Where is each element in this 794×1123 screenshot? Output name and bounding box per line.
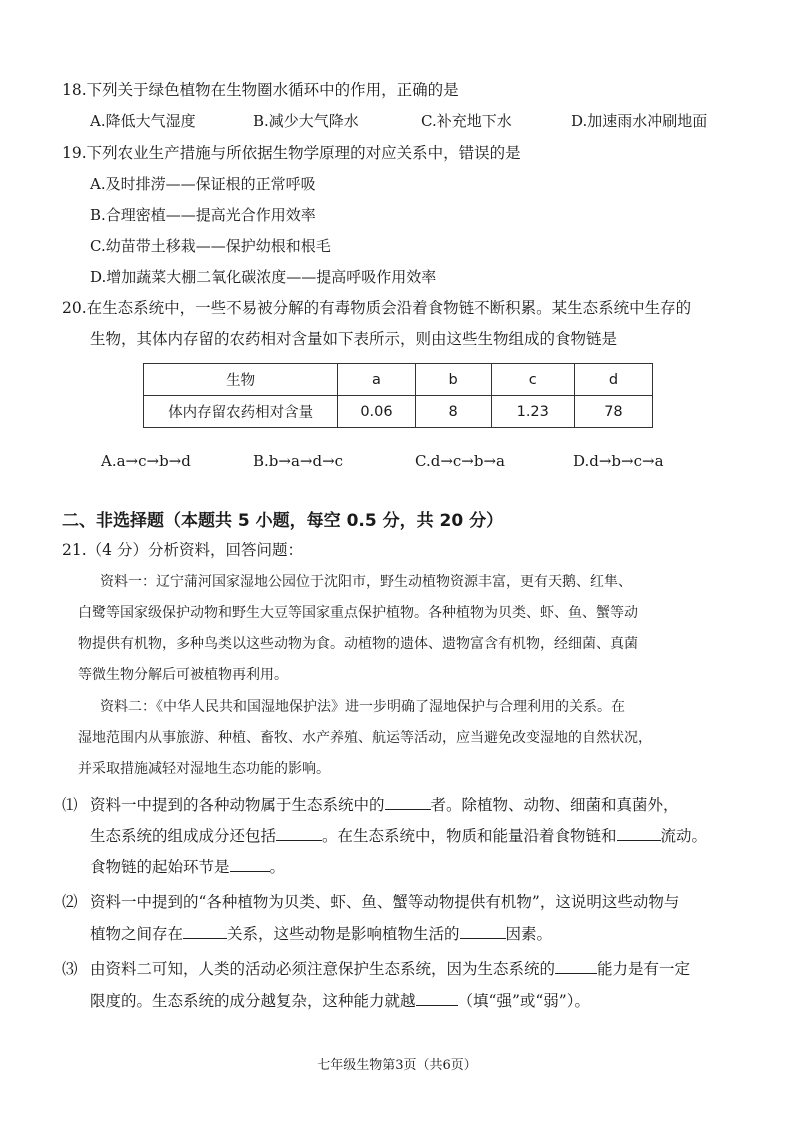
answer-blank[interactable] [555,959,597,974]
sub3-text: 限度的。生态系统的成分越复杂，这种能力就越 [90,992,416,1010]
table-cell: 1.23 [491,396,574,428]
material1-line: 白鹭等国家级保护动物和野生大豆等国家重点保护植物。各种植物为贝类、虾、鱼、蟹等动 [78,605,638,621]
sub3-line1 [90,959,690,979]
q19-option-d: D.增加蔬菜大棚二氧化碳浓度——提高呼吸作用效率 [90,268,437,286]
table-cell: 体内存留农药相对含量 [144,396,338,428]
q20-option-c: C.d→c→b→a [415,452,505,470]
q18-option-c: C.补充地下水 [421,112,512,130]
answer-blank[interactable] [385,795,431,810]
sub1-text: 食物链的起始环节是 [90,858,230,876]
sub3-text: 能力是有一定 [597,960,691,978]
sub3-line2 [90,991,590,1011]
answer-blank[interactable] [617,826,661,841]
answer-blank[interactable] [460,924,506,939]
table-cell: b [415,364,491,396]
material1-line: 资料一：辽宁蒲河国家湿地公园位于沈阳市，野生动植物资源丰富，更有天鹅、红隼、 [100,574,632,590]
sub1-text: 资料一中提到的各种动物属于生态系统中的 [90,796,385,814]
q19-option-a: A.及时排涝——保证根的正常呼吸 [90,175,316,193]
q21-stem: 21.（4 分）分析资料，回答问题： [62,541,303,559]
page-footer: 七年级生物第3页（共6页） [317,1058,477,1073]
q18-option-a: A.降低大气湿度 [90,112,196,130]
q20-option-a: A.a→c→b→d [101,452,191,470]
sub1-text: 。在生态系统中，物质和能量沿着食物链和 [322,827,617,845]
material1-line: 等微生物分解后可被植物再利用。 [78,667,288,683]
sub3-text: （填“强”或“弱”）。 [457,992,590,1010]
q20-stem-line1: 20.在生态系统中，一些不易被分解的有毒物质会沿着食物链不断积累。某生态系统中生存的 [62,299,692,317]
sub1-text: 。 [269,858,286,876]
sub3-number: ⑶ [62,960,78,978]
sub3-text: 由资料二可知，人类的活动必须注意保护生态系统，因为生态系统的 [90,960,556,978]
material2-line: 并采取措施减轻对湿地生态功能的影响。 [78,761,330,777]
sub2-line2 [90,924,552,944]
table-row [144,396,653,428]
sub1-number: ⑴ [62,796,78,814]
sub2-text: 关系，这些动物是影响植物生活的 [227,925,460,943]
q18-option-b: B.减少大气降水 [253,112,359,130]
material1-line: 物提供有机物，多种鸟类以这些动物为食。动植物的遗体、遗物富含有机物，经细菌、真菌 [78,636,638,652]
q19-option-c: C.幼苗带土移栽——保护幼根和根毛 [90,237,331,255]
q19-stem: 19.下列农业生产措施与所依据生物学原理的对应关系中，错误的是 [62,144,521,162]
q18-option-d: D.加速雨水冲刷地面 [571,112,708,130]
sub2-line1: 资料一中提到的“各种植物为贝类、虾、鱼、蟹等动物提供有机物”，这说明这些动物与 [90,893,680,911]
table-cell: d [574,364,652,396]
answer-blank[interactable] [183,924,227,939]
q19-option-b: B.合理密植——提高光合作用效率 [90,206,316,224]
table-cell: a [338,364,415,396]
answer-blank[interactable] [230,857,270,872]
sub1-line2 [90,826,707,846]
q20-option-b: B.b→a→d→c [253,452,344,470]
q20-stem-line2: 生物，其体内存留的农药相对含量如下表所示，则由这些生物组成的食物链是 [90,330,618,348]
sub1-text: 流动。 [660,827,708,845]
table-cell: c [491,364,574,396]
answer-blank[interactable] [416,991,458,1006]
table-row [144,364,653,396]
sub2-text: 植物之间存在 [90,925,184,943]
sub1-text: 者。除植物、动物、细菌和真菌外， [430,796,679,814]
pesticide-table [143,363,653,428]
sub1-line3 [90,857,285,877]
sub2-text: 因素。 [505,925,553,943]
material2-line: 湿地范围内从事旅游、种植、畜牧、水产养殖、航运等活动，应当避免改变湿地的自然状况， [78,730,652,746]
answer-blank[interactable] [276,826,322,841]
q18-stem: 18.下列关于绿色植物在生物圈水循环中的作用，正确的是 [62,81,459,99]
sub1-text: 生态系统的组成成分还包括 [90,827,277,845]
section-title: 二、非选择题（本题共 5 小题，每空 0.5 分，共 20 分） [62,511,504,531]
q20-option-d: D.d→b→c→a [573,452,664,470]
material2-line: 资料二：《中华人民共和国湿地保护法》进一步明确了湿地保护与合理利用的关系。在 [100,699,625,715]
table-cell: 生物 [144,364,338,396]
sub2-number: ⑵ [62,893,78,911]
table-cell: 78 [574,396,652,428]
sub1-line1 [90,795,679,815]
table-cell: 0.06 [338,396,415,428]
table-cell: 8 [415,396,491,428]
